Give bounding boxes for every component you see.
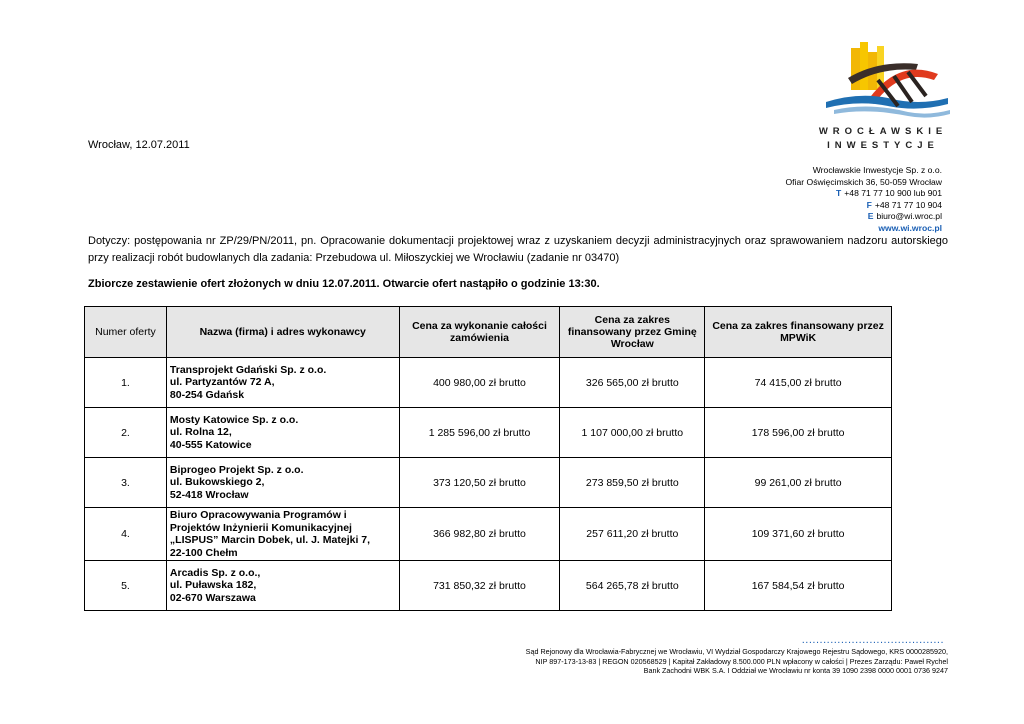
company-name: Wrocławskie Inwestycje Sp. z o.o. (812, 165, 942, 175)
summary-heading: Zbiorcze zestawienie ofert złożonych w dniu 12.07.2011. Otwarcie ofert nastąpiło o godzinie 13:30. (88, 278, 600, 290)
table-row (85, 458, 892, 508)
mpwik-price: 178 596,00 zł brutto (705, 408, 892, 458)
contractor-name: Transprojekt Gdański Sp. z o.o. ul. Partyzantów 72 A, 80-254 Gdańsk (166, 358, 399, 408)
offers-table (84, 306, 892, 611)
logo-graphic (808, 40, 958, 120)
company-logo (808, 40, 958, 150)
table-header-row (85, 307, 892, 358)
footer-line-1: Sąd Rejonowy dla Wrocławia-Fabrycznej we Wrocławiu, VI Wydział Gospodarczy Krajowego Rejestru Sądowego, KRS 0000285920, (525, 647, 948, 656)
footer-divider: ........................................ (801, 634, 944, 646)
fax-line (786, 200, 943, 212)
company-address: Ofiar Oświęcimskich 36, 50-059 Wrocław (785, 176, 942, 187)
document-date: Wrocław, 12.07.2011 (88, 139, 190, 151)
total-price: 1 285 596,00 zł brutto (399, 408, 560, 458)
footer-legal-info (526, 647, 948, 676)
gmina-price: 564 265,78 zł brutto (560, 561, 705, 611)
mpwik-price: 109 371,60 zł brutto (705, 508, 892, 561)
footer-line-2: NIP 897-173-13-83 | REGON 020568529 | Kapitał Zakładowy 8.500.000 PLN wpłacony w całości | Prezes Zarządu: Paweł Rychel (535, 656, 948, 666)
mpwik-price: 74 415,00 zł brutto (705, 358, 892, 408)
header-offer-number: Numer oferty (85, 307, 167, 358)
offer-number: 5. (85, 561, 167, 611)
email-label: E (867, 211, 874, 222)
header-total-price: Cena za wykonanie całości zamówienia (399, 307, 560, 358)
total-price: 400 980,00 zł brutto (399, 358, 560, 408)
offer-number: 4. (85, 508, 167, 561)
total-price: 366 982,80 zł brutto (399, 508, 560, 561)
subject-paragraph: Dotyczy: postępowania nr ZP/29/PN/2011, pn. Opracowanie dokumentacji projektowej wraz z uzyskaniem decyzji administracyjnych oraz sprawowaniem nadzoru autorskiego przy realizacji robót budowlanych dla zadania: Przebudowa ul. Miłoszyckiej we Wrocławiu (zadanie nr 03470) (88, 235, 948, 264)
phone-number: +48 71 77 10 900 lub 901 (844, 188, 942, 199)
total-price: 373 120,50 zł brutto (399, 458, 560, 508)
table-row (85, 508, 892, 561)
mpwik-price: 167 584,54 zł brutto (705, 561, 892, 611)
fax-label: F (866, 199, 872, 210)
header-mpwik-price: Cena za zakres finansowany przez MPWiK (705, 307, 892, 358)
header-contractor: Nazwa (firma) i adres wykonawcy (166, 307, 399, 358)
offer-number: 1. (85, 358, 167, 408)
contractor-name: Biuro Opracowywania Programów i Projektów Inżynierii Komunikacyjnej „LISPUS” Marcin Dobek, ul. J. Matejki 7, 22-100 Chełm (166, 508, 399, 561)
table-row (85, 561, 892, 611)
logo-line-1: WROCŁAWSKIE (818, 126, 948, 137)
gmina-price: 1 107 000,00 zł brutto (560, 408, 705, 458)
offer-number: 2. (85, 408, 167, 458)
gmina-price: 273 859,50 zł brutto (560, 458, 705, 508)
offer-number: 3. (85, 458, 167, 508)
table-row (85, 358, 892, 408)
contractor-name: Arcadis Sp. z o.o., ul. Puławska 182, 02-670 Warszawa (166, 561, 399, 611)
phone-line (786, 188, 943, 200)
website-link[interactable]: www.wi.wroc.pl (878, 222, 942, 233)
contractor-name: Mosty Katowice Sp. z o.o. ul. Rolna 12, 40-555 Katowice (166, 408, 399, 458)
fax-number: +48 71 77 10 904 (874, 199, 942, 210)
total-price: 731 850,32 zł brutto (399, 561, 560, 611)
email-line (786, 211, 943, 223)
email-address[interactable]: biuro@wi.wroc.pl (876, 211, 942, 222)
phone-label: T (836, 188, 842, 199)
table-row (85, 408, 892, 458)
mpwik-price: 99 261,00 zł brutto (705, 458, 892, 508)
company-contact-block (786, 165, 943, 235)
header-gmina-price: Cena za zakres finansowany przez Gminę Wrocław (560, 307, 705, 358)
contractor-name: Biprogeo Projekt Sp. z o.o. ul. Bukowskiego 2, 52-418 Wrocław (166, 458, 399, 508)
footer-line-3: Bank Zachodni WBK S.A. I Oddział we Wrocławiu nr konta 39 1090 2398 0000 0001 0736 9247 (643, 666, 948, 676)
logo-line-2: INWESTYCJE (827, 140, 939, 151)
gmina-price: 257 611,20 zł brutto (560, 508, 705, 561)
gmina-price: 326 565,00 zł brutto (560, 358, 705, 408)
